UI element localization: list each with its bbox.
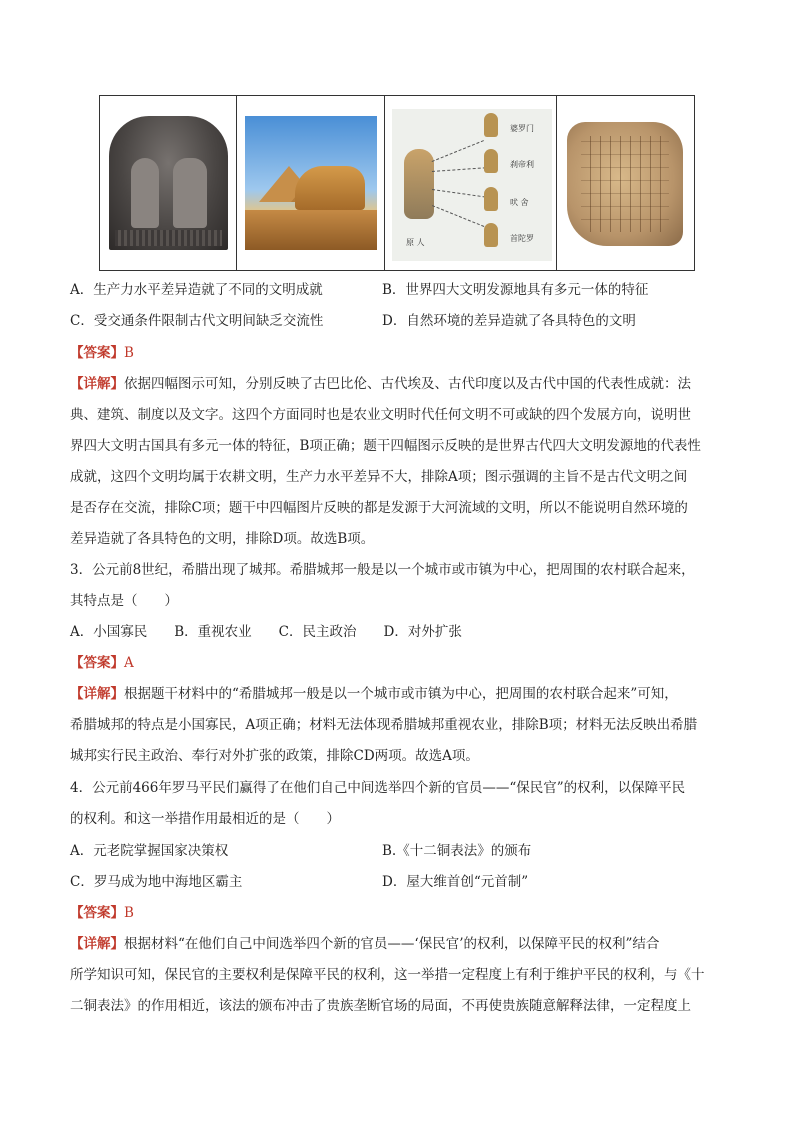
india-caste-diagram xyxy=(392,109,552,261)
q4-stem-line-2: 的权利。和这一举措作用最相近的是（ ） xyxy=(70,811,340,827)
q3-answer xyxy=(70,655,134,671)
purusha-figure xyxy=(404,149,434,219)
image-cell-babylon xyxy=(100,96,237,270)
babylon-stele-image xyxy=(109,116,228,250)
q4-detail-line-2: 所学知识可知，保民官的主要权利是保障平民的权利，这一举措一定程度上有利于维护平民的权利，与《十 xyxy=(70,967,705,983)
caste-figure xyxy=(484,187,498,211)
caste-line xyxy=(432,167,486,173)
q4-detail-line-1 xyxy=(70,936,659,952)
q4-option-a: A．元老院掌握国家决策权 xyxy=(70,843,229,859)
q2-detail-line-3: 界四大文明古国具有多元一体的特征，B项正确；题干四幅图示反映的是世界古代四大文明发源地的代表性 xyxy=(70,438,701,454)
q2-detail-line-5: 是否存在交流，排除C项；题干中四幅图片反映的都是发源于大河流域的文明，所以不能说明自然环境的 xyxy=(70,500,688,516)
q2-option-d: D．自然环境的差异造就了各具特色的文明 xyxy=(382,313,636,329)
q4-detail-line-3: 二铜表法》的作用相近，该法的颁布冲击了贵族垄断官场的局面，不再使贵族随意解释法律，一定程度上 xyxy=(70,998,691,1014)
caste-figure xyxy=(484,223,498,247)
q2-option-b: B．世界四大文明发源地具有多元一体的特征 xyxy=(382,282,649,298)
q3-detail-line-3: 城邦实行民主政治、奉行对外扩张的政策，排除CD两项。故选A项。 xyxy=(70,748,479,764)
q4-stem-line-1: 4．公元前466年罗马平民们赢得了在他们自己中间选举四个新的官员——“保民官”的权利，以保障平民 xyxy=(70,780,686,796)
q4-answer xyxy=(70,905,134,921)
detail-text: 根据题干材料中的“希腊城邦一般是以一个城市或市镇为中心，把周围的农村联合起来”可知， xyxy=(124,686,678,702)
answer-value: B xyxy=(124,905,134,921)
answer-value: A xyxy=(124,655,134,671)
detail-tag: 【详解】 xyxy=(70,936,124,952)
caste-label: 婆罗门 xyxy=(510,124,534,133)
stele-figure-left xyxy=(131,158,159,228)
q2-answer xyxy=(70,345,134,361)
caste-figure xyxy=(484,149,498,173)
oracle-inscriptions xyxy=(581,136,669,232)
source-label: 原 人 xyxy=(406,238,425,247)
detail-text: 根据材料“在他们自己中间选举四个新的官员——‘保民官’的权利，以保障平民的权利”结合 xyxy=(124,936,660,952)
q2-option-c: C．受交通条件限制古代文明间缺乏交流性 xyxy=(70,313,324,329)
detail-text: 依据四幅图示可知，分别反映了古巴比伦、古代埃及、古代印度以及古代中国的代表性成就：法 xyxy=(124,376,691,392)
answer-tag: 【答案】 xyxy=(70,905,124,921)
image-cell-china xyxy=(557,96,694,270)
caste-line xyxy=(432,140,485,163)
stele-figure-right xyxy=(173,158,207,228)
answer-tag: 【答案】 xyxy=(70,655,124,671)
pyramid-sphinx-image xyxy=(245,116,377,250)
q4-option-d: D．屋大维首创“元首制” xyxy=(382,874,529,890)
q2-detail-line-2: 典、建筑、制度以及文字。这四个方面同时也是农业文明时代任何文明不可或缺的四个发展方向，说明世 xyxy=(70,407,691,423)
detail-tag: 【详解】 xyxy=(70,376,124,392)
caste-line xyxy=(432,205,485,228)
oracle-bone-image xyxy=(567,122,683,246)
image-cell-egypt xyxy=(237,96,385,270)
caste-figure xyxy=(484,113,498,137)
caste-label: 刹帝利 xyxy=(510,160,534,169)
q3-options: A．小国寡民 B．重视农业 C．民主政治 D．对外扩张 xyxy=(70,624,462,640)
q3-detail-line-1 xyxy=(70,686,678,702)
q4-option-b: B.《十二铜表法》的颁布 xyxy=(382,843,532,859)
caste-label: 首陀罗 xyxy=(510,234,534,243)
q4-option-c: C．罗马成为地中海地区霸主 xyxy=(70,874,243,890)
q3-stem-line-2: 其特点是（ ） xyxy=(70,593,178,609)
rock-base xyxy=(245,210,377,250)
image-cell-india xyxy=(385,96,557,270)
q2-option-a: A．生产力水平差异造就了不同的文明成就 xyxy=(70,282,323,298)
answer-tag: 【答案】 xyxy=(70,345,124,361)
q2-detail-line-1 xyxy=(70,376,691,392)
q2-detail-line-6: 差异造就了各具特色的文明，排除D项。故选B项。 xyxy=(70,531,375,547)
answer-value: B xyxy=(124,345,134,361)
q2-detail-line-4: 成就，这四个文明均属于农耕文明，生产力水平差异不大，排除A项；图示强调的主旨不是古代文明之间 xyxy=(70,469,688,485)
sphinx-shape xyxy=(295,166,365,210)
detail-tag: 【详解】 xyxy=(70,686,124,702)
stele-inscription xyxy=(115,230,222,246)
q3-detail-line-2: 希腊城邦的特点是小国寡民，A项正确；材料无法体现希腊城邦重视农业，排除B项；材料无法反映出希腊 xyxy=(70,717,698,733)
q3-stem-line-1: 3．公元前8世纪，希腊出现了城邦。希腊城邦一般是以一个城市或市镇为中心，把周围的农村联合起来， xyxy=(70,562,695,578)
caste-line xyxy=(432,189,486,198)
image-table xyxy=(99,95,695,271)
caste-label: 吠 舍 xyxy=(510,198,529,207)
